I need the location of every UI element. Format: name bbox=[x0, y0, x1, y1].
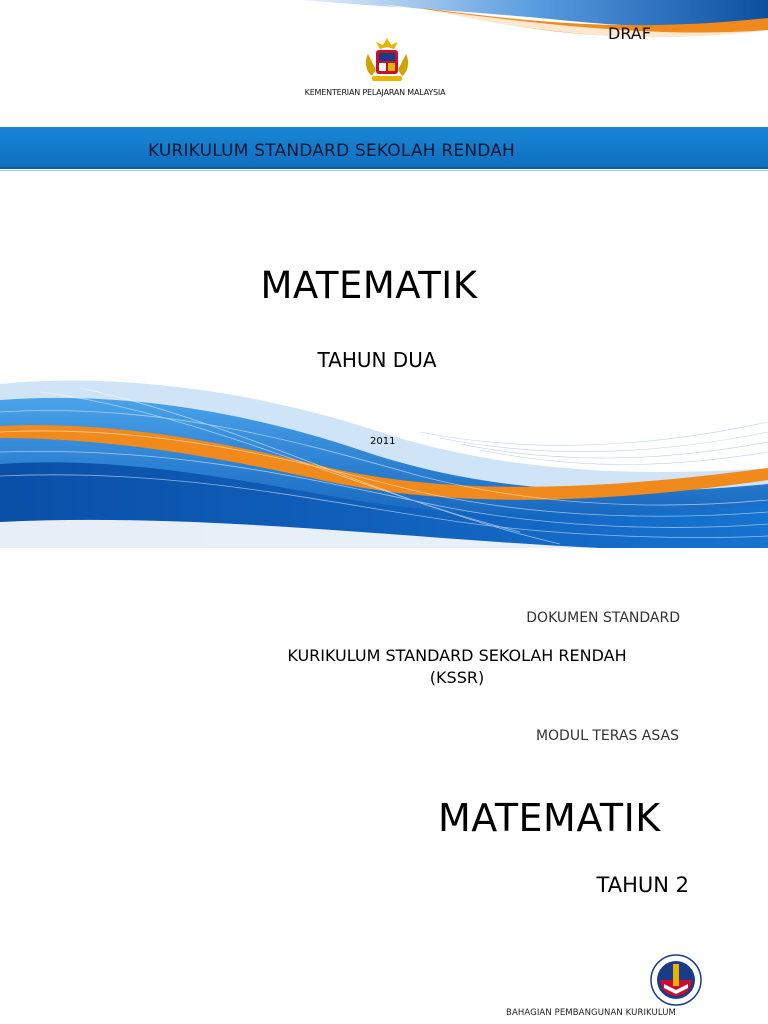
cover-title: MATEMATIK bbox=[260, 264, 478, 307]
malaysia-coat-of-arms-icon bbox=[360, 36, 414, 84]
curriculum-abbreviation: (KSSR) bbox=[429, 668, 485, 687]
bpk-logo-icon bbox=[650, 954, 702, 1006]
subject-title: MATEMATIK bbox=[438, 796, 661, 840]
cover-subtitle: TAHUN DUA bbox=[317, 348, 437, 372]
year-level: TAHUN 2 bbox=[596, 873, 689, 897]
draft-label: DRAF bbox=[608, 24, 651, 43]
banner-title: KURIKULUM STANDARD SEKOLAH RENDAH bbox=[148, 141, 516, 161]
wave-graphic bbox=[0, 372, 768, 548]
ministry-name: KEMENTERIAN PELAJARAN MALAYSIA bbox=[304, 88, 446, 97]
module-name: MODUL TERAS ASAS bbox=[535, 728, 679, 744]
document-type: DOKUMEN STANDARD bbox=[526, 610, 680, 626]
division-name: BAHAGIAN PEMBANGUNAN KURIKULUM bbox=[506, 1008, 676, 1018]
banner-divider bbox=[0, 170, 768, 171]
curriculum-name: KURIKULUM STANDARD SEKOLAH RENDAH bbox=[287, 646, 627, 665]
cover-year: 2011 bbox=[370, 436, 396, 447]
